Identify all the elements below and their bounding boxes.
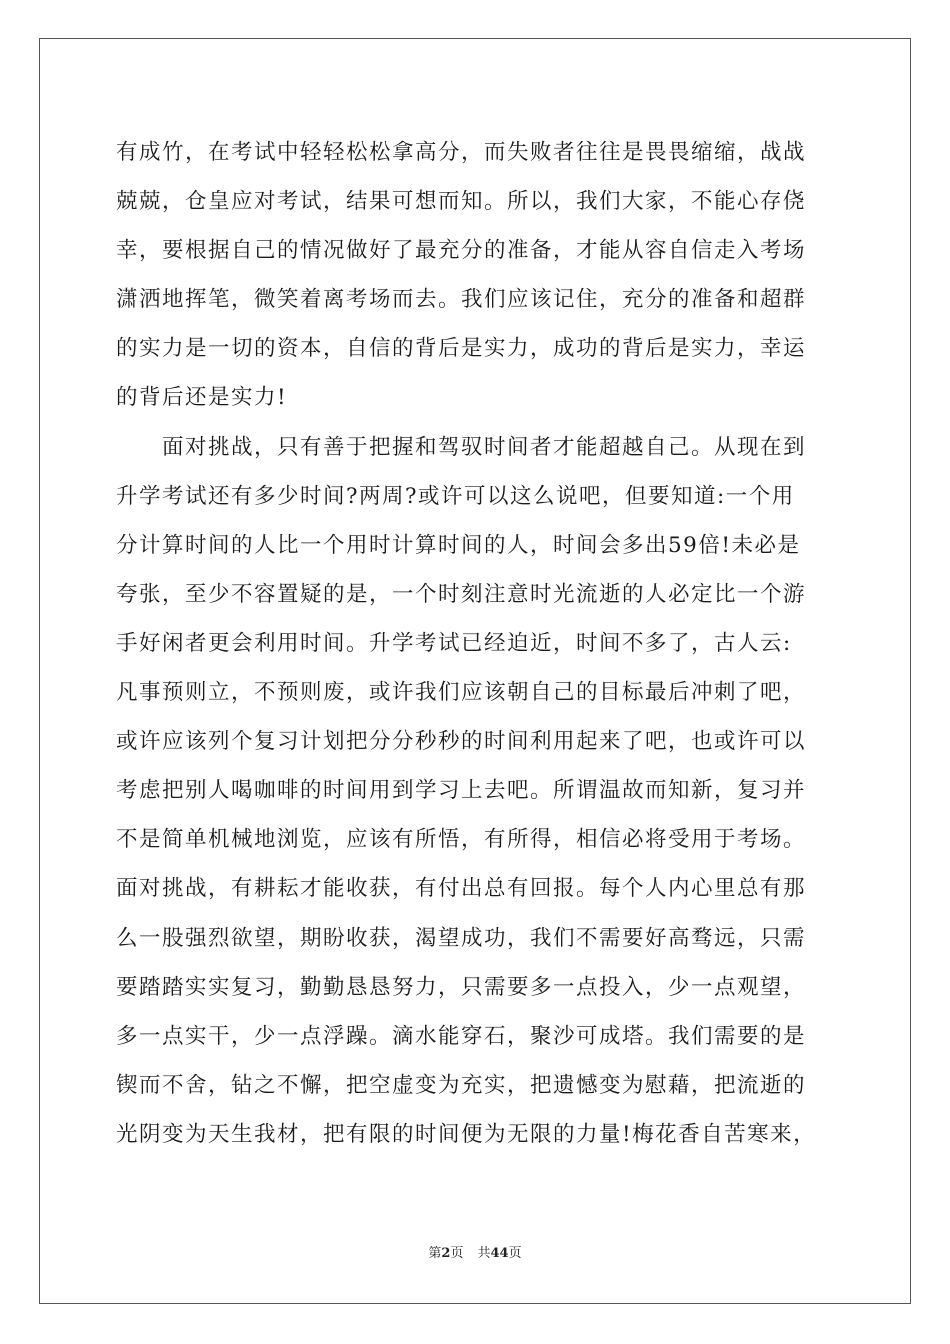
text-line: 凡事预则立，不预则废，或许我们应该朝自己的目标最后冲刺了吧， [116,680,807,706]
text-line: 要踏踏实实复习，勤勤恳恳努力，只需要多一点投入，少一点观望， [116,974,807,1000]
text-line: 分计算时间的人比一个用时计算时间的人，时间会多出59倍!未必是 [116,532,801,558]
text-line: 有成竹，在考试中轻轻松松拿高分，而失败者往往是畏畏缩缩，战战 [116,140,807,165]
total-page-count: 44 [490,1246,509,1261]
total-pages-indicator: 共44页 [477,1246,522,1261]
page-indicator: 第2页 [428,1246,464,1261]
text-line: 幸，要根据自己的情况做好了最充分的准备，才能从容自信走入考场 [116,238,807,264]
text-line: 夸张，至少不容置疑的是，一个时刻注意时光流逝的人必定比一个游 [116,581,807,607]
text-line: 不是简单机械地浏览，应该有所悟，有所得，相信必将受用于考场。 [116,827,807,853]
text-line: 光阴变为天生我材，把有限的时间便为无限的力量!梅花香自苦寒来， [116,1121,817,1147]
page-footer [0,1244,950,1264]
text-line: 兢兢，仓皇应对考试，结果可想而知。所以，我们大家，不能心存侥 [116,189,807,215]
text-line: 升学考试还有多少时间?两周?或许可以这么说吧，但要知道:一个用 [116,483,795,509]
text-line: 手好闲者更会利用时间。升学考试已经迫近，时间不多了，古人云: [116,630,792,656]
text-line: 多一点实干，少一点浮躁。滴水能穿石，聚沙可成塔。我们需要的是 [116,1023,807,1049]
text-line: 的实力是一切的资本，自信的背后是实力，成功的背后是实力，幸运 [116,336,807,362]
document-body [116,128,836,1159]
text-line: 考虑把别人喝咖啡的时间用到学习上去吧。所谓温故而知新，复习并 [116,778,807,804]
text-line: 的背后还是实力! [116,385,288,411]
text-line: 锲而不舍，钻之不懈，把空虚变为充实，把遗憾变为慰藉，把流逝的 [116,1072,807,1098]
text-line: 潇洒地挥笔，微笑着离考场而去。我们应该记住，充分的准备和超群 [116,287,807,313]
current-page-number: 2 [441,1246,451,1261]
text-line: 面对挑战，有耕耘才能收获，有付出总有回报。每个人内心里总有那 [116,876,807,902]
text-line: 么一股强烈欲望，期盼收获，渴望成功，我们不需要好高骛远，只需 [116,925,807,951]
text-line: 面对挑战，只有善于把握和驾驭时间者才能超越自己。从现在到 [116,434,807,460]
text-line: 或许应该列个复习计划把分分秒秒的时间利用起来了吧，也或许可以 [116,729,807,755]
